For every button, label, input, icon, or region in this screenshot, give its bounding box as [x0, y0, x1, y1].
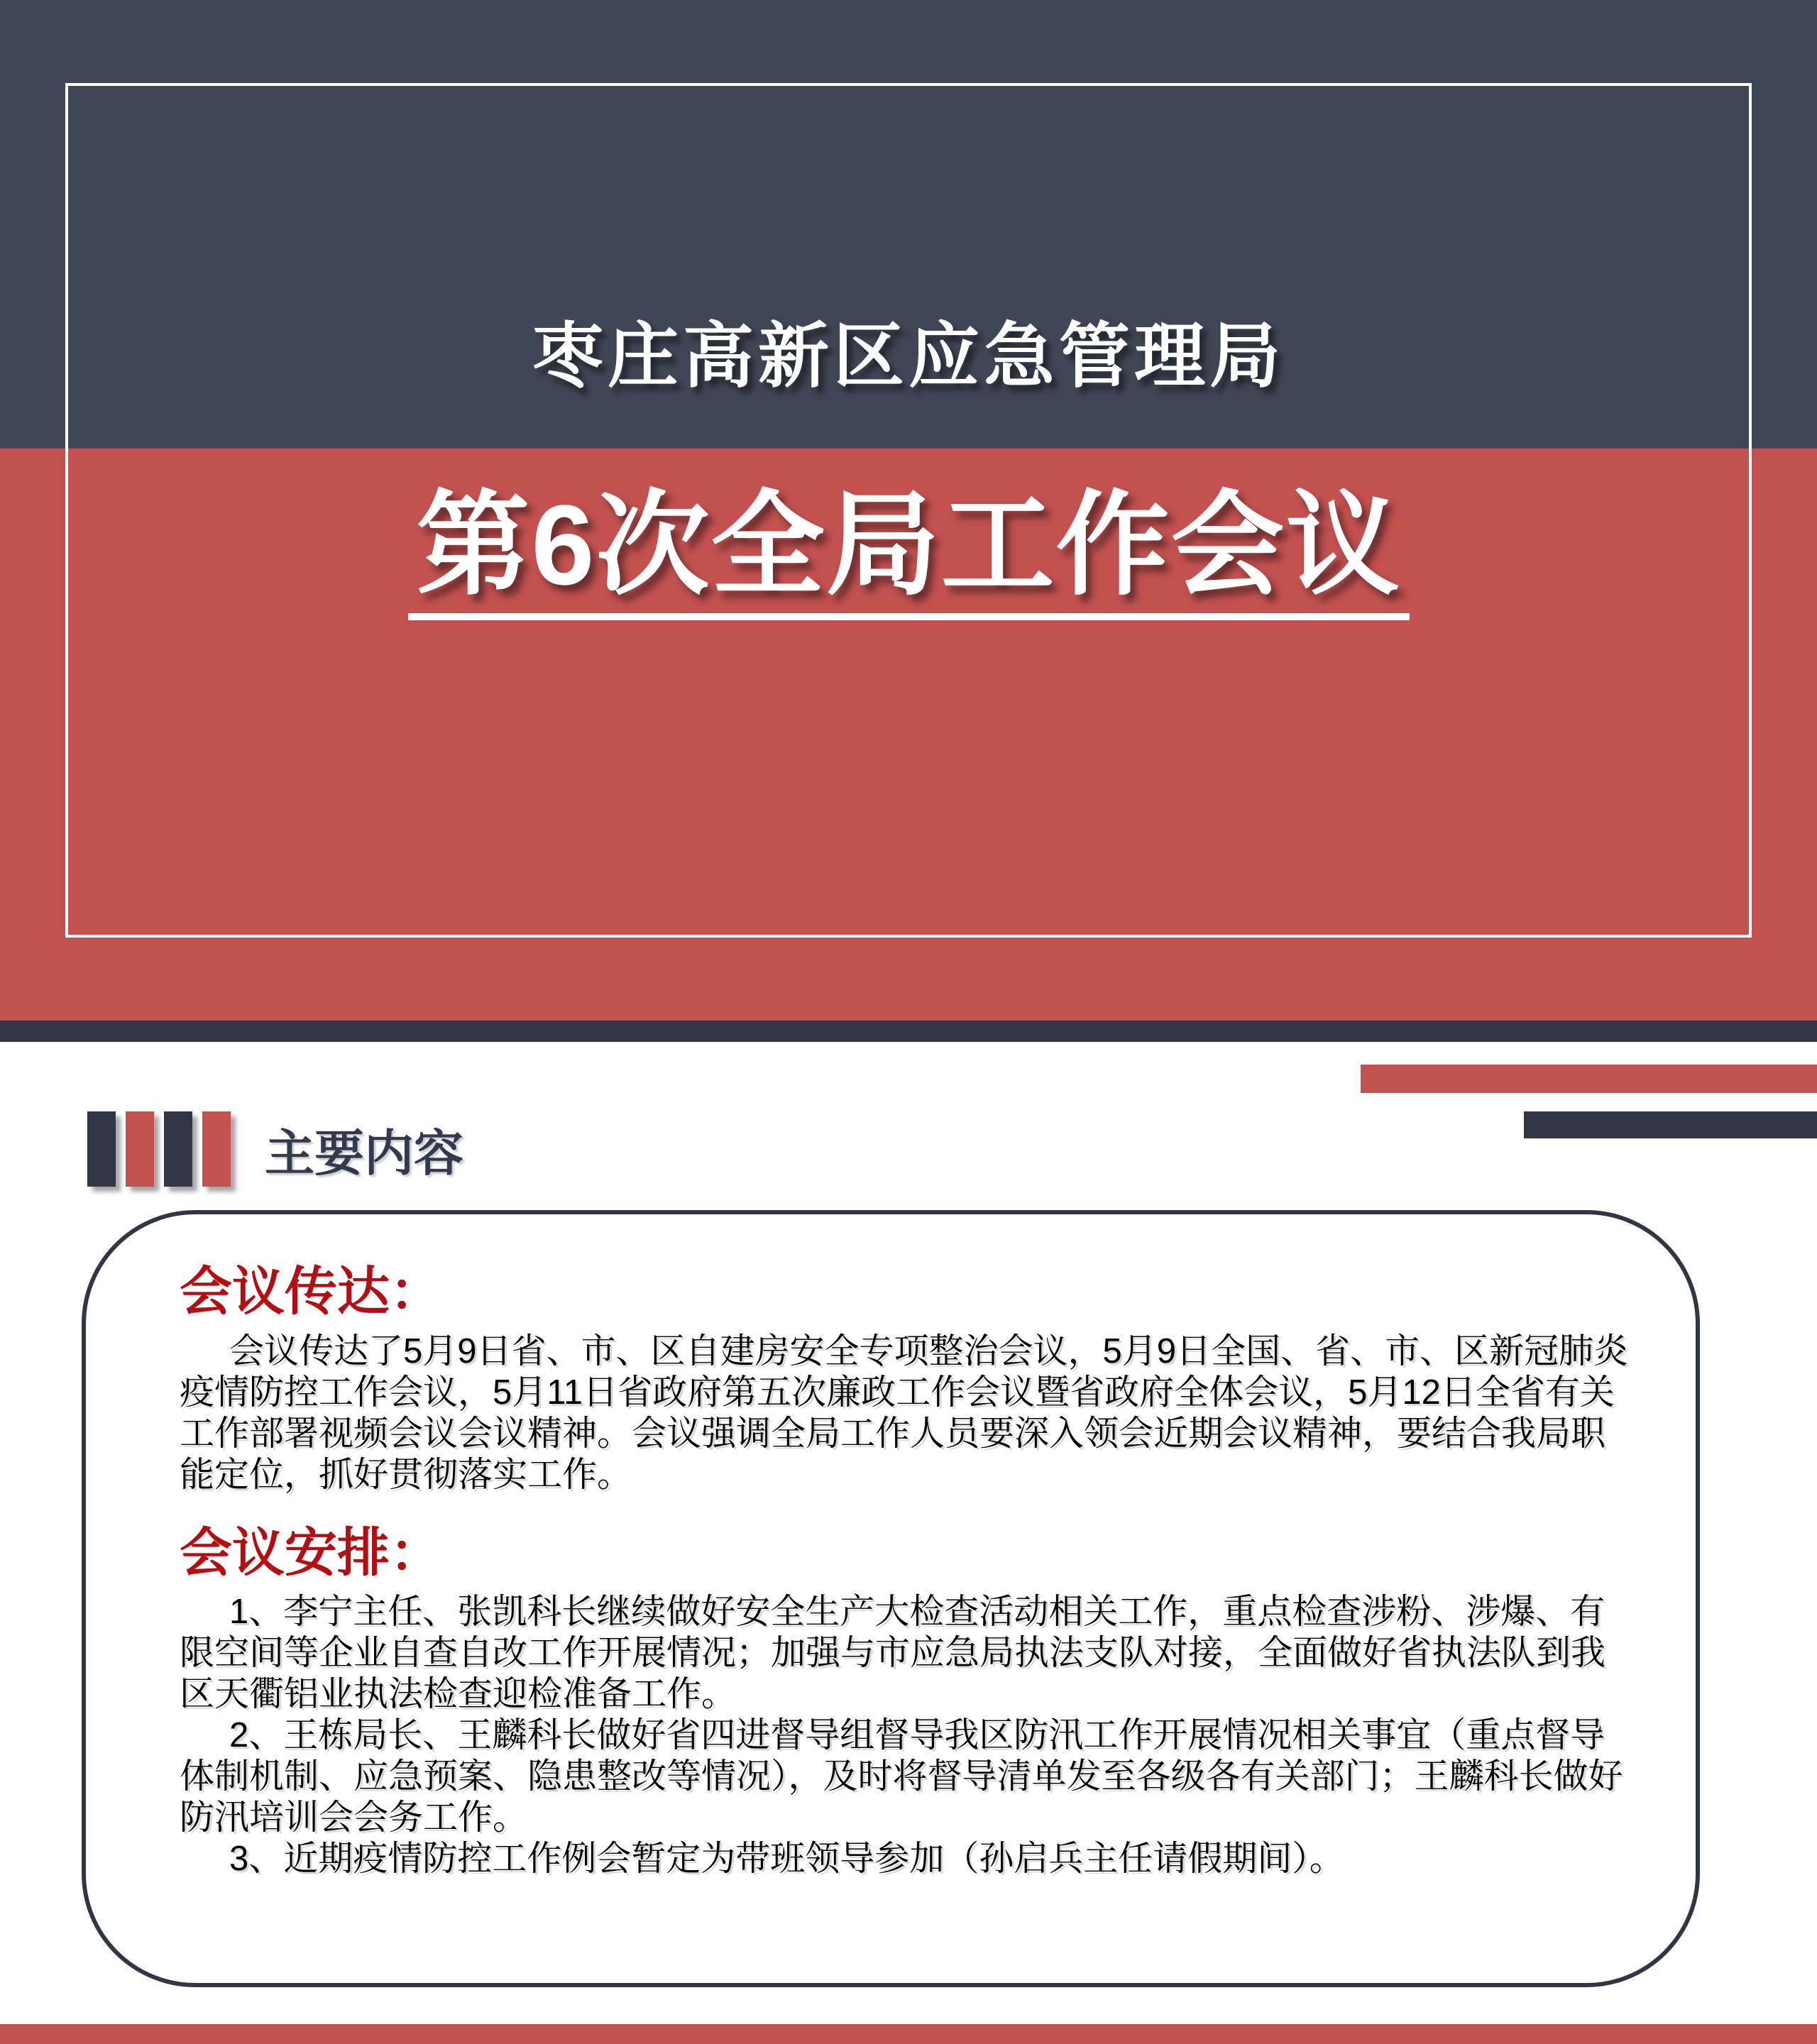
accent-bar-navy: [1524, 1111, 1817, 1138]
slide-divider-bar: [0, 1021, 1817, 1042]
part2-heading: 会议安排：: [180, 1524, 442, 1583]
content-card: [82, 1210, 1700, 1987]
part2-item-3: 3、近期疫情防控工作例会暂定为带班领导参加（孙启兵主任请假期间）。: [229, 1840, 1344, 1879]
section-header-bar-group: [87, 1111, 241, 1187]
meeting-title-wrap: [0, 481, 1817, 620]
part2-item-2: 2、王栋局长、王麟科长做好省四进督导组督导我区防汛工作开展情况相关事宜（重点督导体制机制、应急预案、隐患整改等情况），及时将督导清单发至各级各有关部门；王麟科长做好防汛培训会会务工作。: [180, 1716, 1623, 1837]
decor-bar-red-2: [202, 1111, 231, 1187]
part2-item-1: 1、李宁主任、张凯科长继续做好安全生产大检查活动相关工作，重点检查涉粉、涉爆、有限空间等企业自查自改工作开展情况；加强与市应急局执法支队对接，全面做好省执法队到我区天衢铝业执法检查迎检准备工作。: [180, 1593, 1606, 1714]
decor-bar-navy-1: [87, 1111, 116, 1187]
meeting-title: 第6次全局工作会议: [408, 488, 1410, 620]
bottom-red-band: [0, 2024, 1817, 2044]
section-header: [87, 1111, 463, 1187]
part1-heading: 会议传达：: [180, 1263, 442, 1322]
decor-bar-red-1: [126, 1111, 154, 1187]
organization-title: 枣庄高新区应急管理局: [532, 317, 1285, 396]
part1-body: 会议传达了5月9日省、市、区自建房安全专项整治会议，5月9日全国、省、市、区新冠肺炎疫情防控工作会议，5月11日省政府第五次廉政工作会议暨省政府全体会议，5月12日全省有关工作部署视频会议会议精神。会议强调全局工作人员要深入领会近期会议精神，要结合我局职能定位，抓好贯彻落实工作。: [180, 1331, 1629, 1494]
accent-bar-red: [1361, 1065, 1817, 1093]
section-title: 主要内容: [265, 1125, 463, 1181]
decor-bar-navy-2: [164, 1111, 192, 1187]
